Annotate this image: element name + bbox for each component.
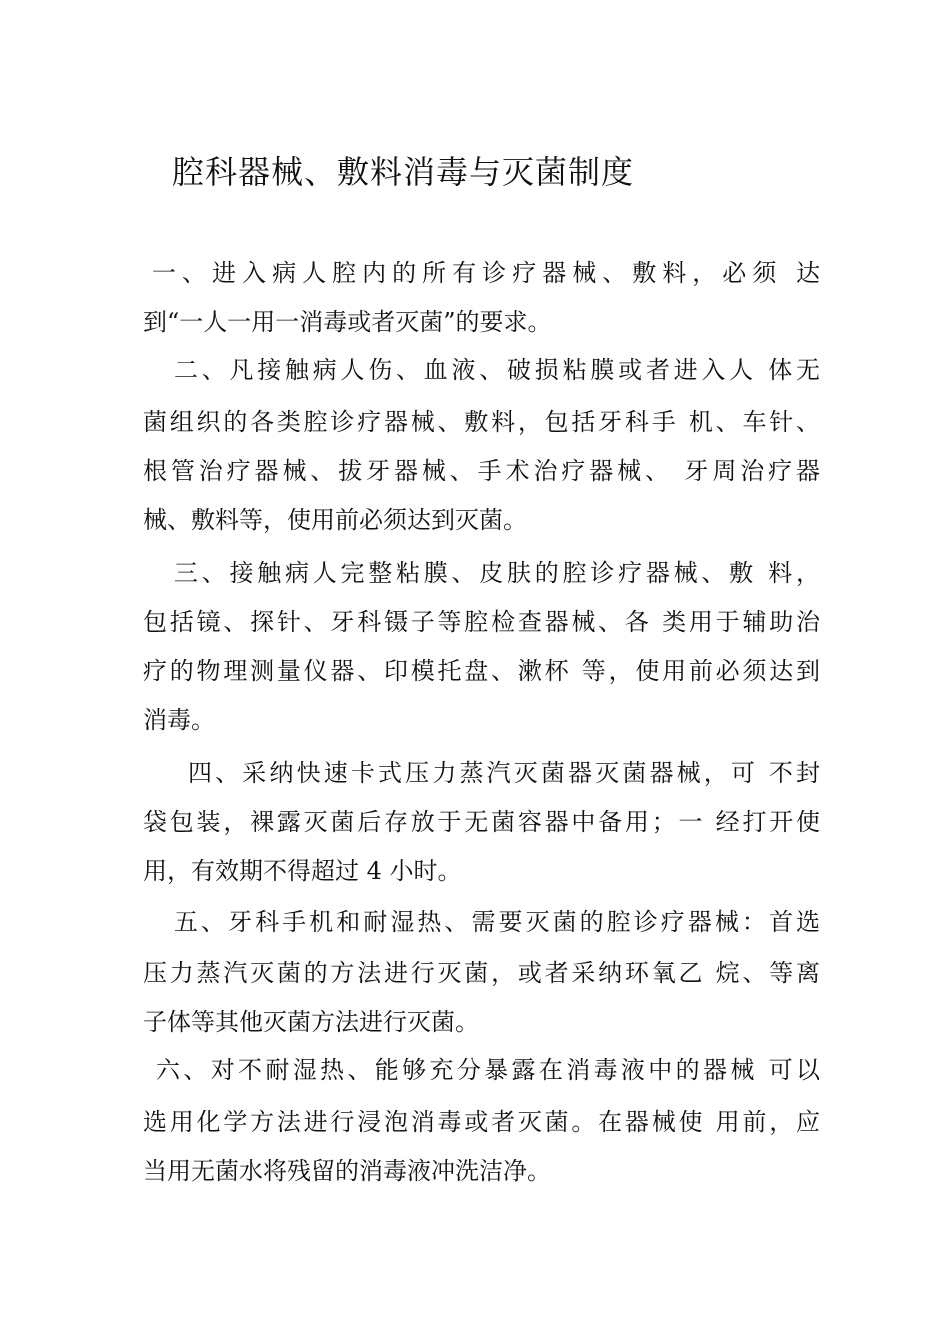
paragraph-4-line-3: 用，有效期不得超过 4 小时。 (143, 857, 462, 885)
paragraph-2-line-1: 二、凡接触病人伤、血液、破损粘膜或者进入人 体无 (174, 356, 820, 384)
paragraph-1-line-1: 一、进入病人腔内的所有诊疗器械、敷料，必须 达 (152, 259, 820, 287)
paragraph-2-line-2: 菌组织的各类腔诊疗器械、敷料，包括牙科手 机、车针、 (143, 408, 820, 436)
paragraph-6-line-1: 六、对不耐湿热、能够充分暴露在消毒液中的器械 可以 (156, 1056, 820, 1084)
paragraph-5-line-3: 子体等其他灭菌方法进行灭菌。 (143, 1008, 479, 1036)
paragraph-1-line-2: 到“一人一用一消毒或者灭菌”的要求。 (143, 308, 552, 336)
paragraph-5-line-1: 五、牙科手机和耐湿热、需要灭菌的腔诊疗器械：首选 (174, 908, 820, 936)
paragraph-4-line-1: 四、采纳快速卡式压力蒸汽灭菌器灭菌器械，可 不封 (188, 759, 820, 787)
paragraph-3-line-1: 三、接触病人完整粘膜、皮肤的腔诊疗器械、敷 料， (174, 559, 820, 587)
paragraph-3-line-2: 包括镜、探针、牙科镊子等腔检查器械、各 类用于辅助治 (143, 608, 820, 636)
paragraph-6-line-3: 当用无菌水将残留的消毒液冲洗洁净。 (143, 1157, 551, 1185)
document-title: 腔科器械、敷料消毒与灭菌制度 (172, 153, 635, 191)
paragraph-2-line-4: 械、敷料等，使用前必须达到灭菌。 (143, 506, 527, 534)
paragraph-3-line-4: 消毒。 (143, 706, 215, 734)
paragraph-3-line-3: 疗的物理测量仪器、印模托盘、漱杯 等，使用前必须达到 (143, 657, 820, 685)
paragraph-5-line-2: 压力蒸汽灭菌的方法进行灭菌，或者采纳环氧乙 烷、等离 (143, 959, 820, 987)
paragraph-4-line-2: 袋包装，裸露灭菌后存放于无菌容器中备用；一 经打开使 (143, 808, 820, 836)
paragraph-2-line-3: 根管治疗器械、拔牙器械、手术治疗器械、 牙周治疗器 (143, 457, 820, 485)
paragraph-6-line-2: 选用化学方法进行浸泡消毒或者灭菌。在器械使 用前，应 (143, 1108, 820, 1136)
